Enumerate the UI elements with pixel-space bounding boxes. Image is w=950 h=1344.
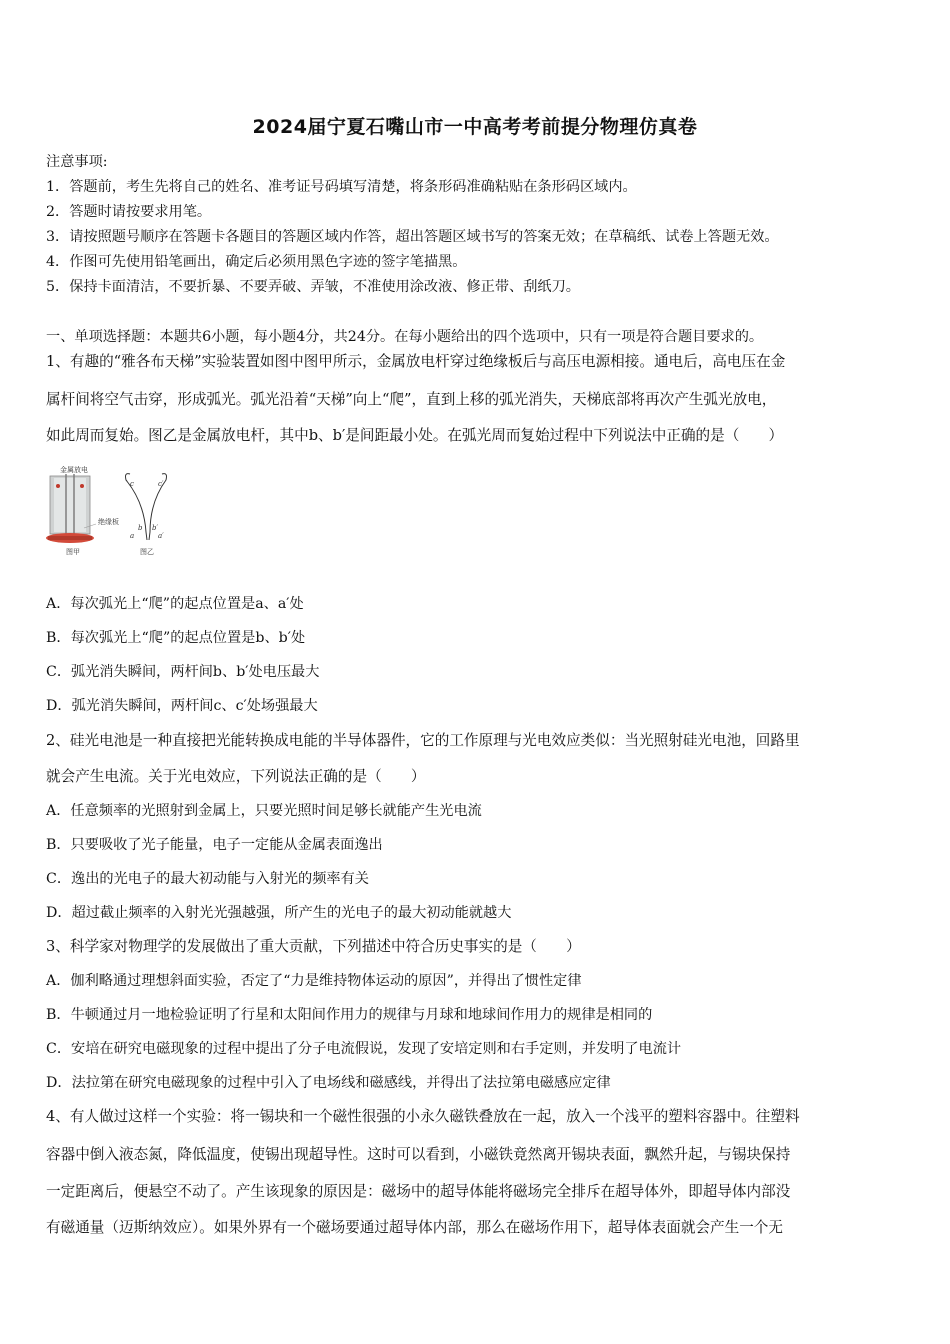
point-aprime-label: a′: [158, 532, 164, 540]
question-1-option-d: D．弧光消失瞬间，两杆间c、c′处场强最大: [46, 698, 318, 714]
spark-dot-shape: [56, 484, 60, 488]
label-board: 绝缘板: [98, 518, 119, 526]
spark-dot-shape: [80, 484, 84, 488]
label-rod: 金属放电: [60, 466, 88, 474]
question-2-line: 就会产生电流。关于光电效应，下列说法正确的是（ ）: [46, 768, 426, 785]
question-3-option-c: C．安培在研究电磁现象的过程中提出了分子电流假说，发现了安培定则和右手定则，并发明了电流计: [46, 1041, 682, 1057]
question-1-option-c: C．弧光消失瞬间，两杆间b、b′处电压最大: [46, 664, 320, 680]
page-title: 2024届宁夏石嘴山市一中高考考前提分物理仿真卷: [252, 116, 698, 138]
notice-item: 5．保持卡面清洁，不要折暴、不要弄破、弄皱，不准使用涂改液、修正带、刮纸刀。: [46, 279, 580, 295]
question-2-option-c: C．逸出的光电子的最大初动能与入射光的频率有关: [46, 871, 369, 887]
figure-drawing: [44, 462, 174, 562]
notice-item: 4．作图可先使用铅笔画出，确定后必须用黑色字迹的签字笔描黑。: [46, 254, 467, 270]
question-1-option-b: B．每次弧光上“爬”的起点位置是b、b′处: [46, 630, 306, 646]
point-a-label: a: [130, 532, 135, 540]
question-4-line: 有磁通量（迈斯纳效应）。如果外界有一个磁场要通过超导体内部，那么在磁场作用下，超导体表面就会产生一个无: [46, 1219, 783, 1236]
insulating-board-shape: [48, 536, 92, 540]
question-4-line: 容器中倒入液态氮，降低温度，使锡出现超导性。这时可以看到，小磁铁竟然离开锡块表面，飘然升起，与锡块保持: [46, 1146, 791, 1163]
question-3-line: 3、科学家对物理学的发展做出了重大贡献，下列描述中符合历史事实的是（ ）: [46, 938, 581, 955]
question-2-option-d: D．超过截止频率的入射光光强越强，所产生的光电子的最大初动能就越大: [46, 905, 512, 921]
question-1-line: 1、有趣的“雅各布天梯”实验装置如图中图甲所示，金属放电杆穿过绝缘板后与高压电源相接。通电后，高电压在金: [46, 353, 786, 370]
question-2-option-b: B．只要吸收了光子能量，电子一定能从金属表面逸出: [46, 837, 383, 853]
notice-item: 1．答题前，考生先将自己的姓名、准考证号码填写清楚，将条形码准确粘贴在条形码区域内。: [46, 179, 637, 195]
point-bprime-label: b′: [152, 524, 159, 532]
notice-item: 2．答题时请按要求用笔。: [46, 204, 212, 220]
question-4-line: 一定距离后，便悬空不动了。产生该现象的原因是：磁场中的超导体能将磁场完全排斥在超导体外，即超导体内部没: [46, 1183, 791, 1200]
question-3-option-a: A．伽利略通过理想斜面实验，否定了“力是维持物体运动的原因”，并得出了惯性定律: [46, 973, 582, 989]
point-cprime-label: c′: [158, 480, 164, 488]
question-4-line: 4、有人做过这样一个实验：将一锡块和一个磁性很强的小永久磁铁叠放在一起，放入一个浅平的塑料容器中。往塑料: [46, 1108, 800, 1125]
question-1-option-a: A．每次弧光上“爬”的起点位置是a、a′处: [46, 596, 304, 612]
question-3-option-d: D．法拉第在研究电磁现象的过程中引入了电场线和磁感线，并得出了法拉第电磁感应定律: [46, 1075, 611, 1091]
rod-yi-left-shape: [126, 474, 148, 540]
point-c-label: c: [130, 480, 134, 488]
label-yi: 图乙: [140, 548, 154, 556]
point-b-label: b: [138, 524, 143, 532]
label-jia: 图甲: [66, 548, 80, 556]
notice-item: 3．请按照题号顺序在答题卡各题目的答题区域内作答，超出答题区域书写的答案无效；在草稿纸、试卷上答题无效。: [46, 229, 779, 245]
section-heading: 一、单项选择题：本题共6小题，每小题4分，共24分。在每小题给出的四个选项中，只有一项是符合题目要求的。: [46, 329, 764, 345]
question-1-line: 属杆间将空气击穿，形成弧光。弧光沿着“天梯”向上“爬”，直到上移的弧光消失，天梯底部将再次产生弧光放电，: [46, 391, 777, 408]
question-3-option-b: B．牛顿通过月一地检验证明了行星和太阳间作用力的规律与月球和地球间作用力的规律是相同的: [46, 1007, 653, 1023]
question-2-line: 2、硅光电池是一种直接把光能转换成电能的半导体器件，它的工作原理与光电效应类似：当光照射硅光电池，回路里: [46, 732, 800, 749]
jacobs-ladder-figure: [44, 462, 174, 562]
question-2-option-a: A．任意频率的光照射到金属上，只要光照时间足够长就能产生光电流: [46, 803, 482, 819]
question-1-line: 如此周而复始。图乙是金属放电杆，其中b、b′是间距最小处。在弧光周而复始过程中下列说法中正确的是（ ）: [46, 427, 784, 444]
notice-heading: 注意事项:: [46, 154, 108, 170]
